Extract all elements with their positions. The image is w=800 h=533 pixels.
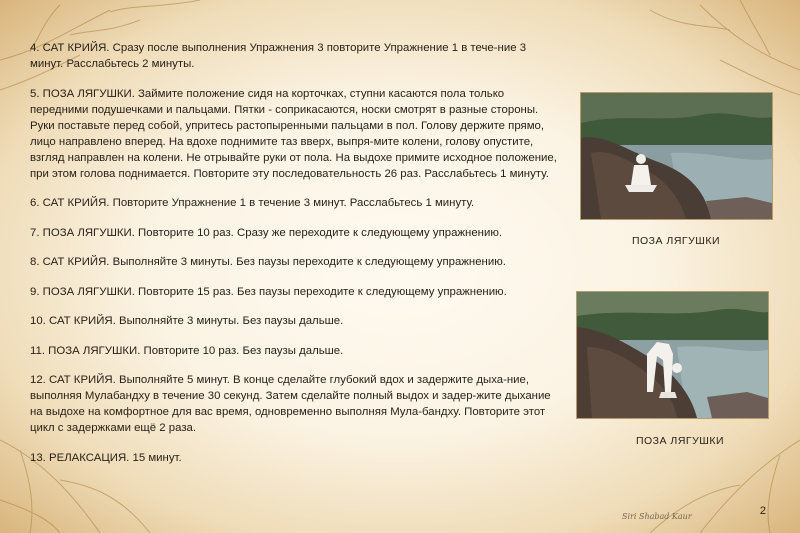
paragraph-5: 5. ПОЗА ЛЯГУШКИ. Займите положение сидя на корточках, ступни касаются пола только передними подушечками и пальцами. Пятки - соприкасаются, носки смотрят в разные стороны. Руки поставьте перед собой, упритесь растопыренными пальцами в пол. Голову держите прямо, лицо направлено вперед. На вдохе поднимите таз вверх, выпря-мите колени, голову опустите, взгляд направлен на колени. Не отрывайте руки от пола. На выдохе примите исходное положение, при этом голова поднимается. Повторите эту последовательность 26 раз. Расслабьтесь 1 минуту. <box>30 87 557 180</box>
page-number: 2 <box>759 505 766 517</box>
author-signature: Siri Shabad Kaur <box>622 512 692 521</box>
photo-2-caption: ПОЗА ЛЯГУШКИ <box>635 435 725 447</box>
paragraph-6: 6. САТ КРИЙЯ. Повторите Упражнение 1 в течение 3 минут. Расслабьтесь 1 минуту. <box>30 197 475 209</box>
paragraph-8: 8. САТ КРИЙЯ. Выполняйте 3 минуты. Без паузы переходите к следующему упражнению. <box>30 256 506 268</box>
instructions-text <box>30 40 562 479</box>
paragraph-7: 7. ПОЗА ЛЯГУШКИ. Повторите 10 раз. Сразу же переходите к следующему упражнению. <box>30 226 503 239</box>
paragraph-11: 11. ПОЗА ЛЯГУШКИ. Повторите 10 раз. Без паузы дальше. <box>30 344 344 357</box>
paragraph-9: 9. ПОЗА ЛЯГУШКИ. Повторите 15 раз. Без паузы переходите к следующему упражнению. <box>30 285 507 298</box>
frog-pose-photo-2 <box>576 291 769 419</box>
frog-pose-photo-1 <box>580 92 773 220</box>
paragraph-4: 4. САТ КРИЙЯ. Сразу после выполнения Упражнения 3 повторите Упражнение 1 в тече-ние 3 минут. Расслабьтесь 2 минуты. <box>30 42 527 70</box>
paragraph-13: 13. РЕЛАКСАЦИЯ. 15 минут. <box>30 451 182 464</box>
paragraph-12: 12. САТ КРИЙЯ. Выполняйте 5 минут. В конце сделайте глубокий вдох и задержите дыха-ние, выполняя Мулабандху в течение 30 секунд. Затем сделайте полный выдох и задер-жите дыхание на выдохе на комфортное для вас время, одновременно выполняя Мула-бандху. Повторите этот цикл с задержками ещё 2 раза. <box>30 374 551 434</box>
paragraph-10: 10. САТ КРИЙЯ. Выполняйте 3 минуты. Без паузы дальше. <box>30 315 344 327</box>
photo-1-caption: ПОЗА ЛЯГУШКИ <box>631 235 721 247</box>
